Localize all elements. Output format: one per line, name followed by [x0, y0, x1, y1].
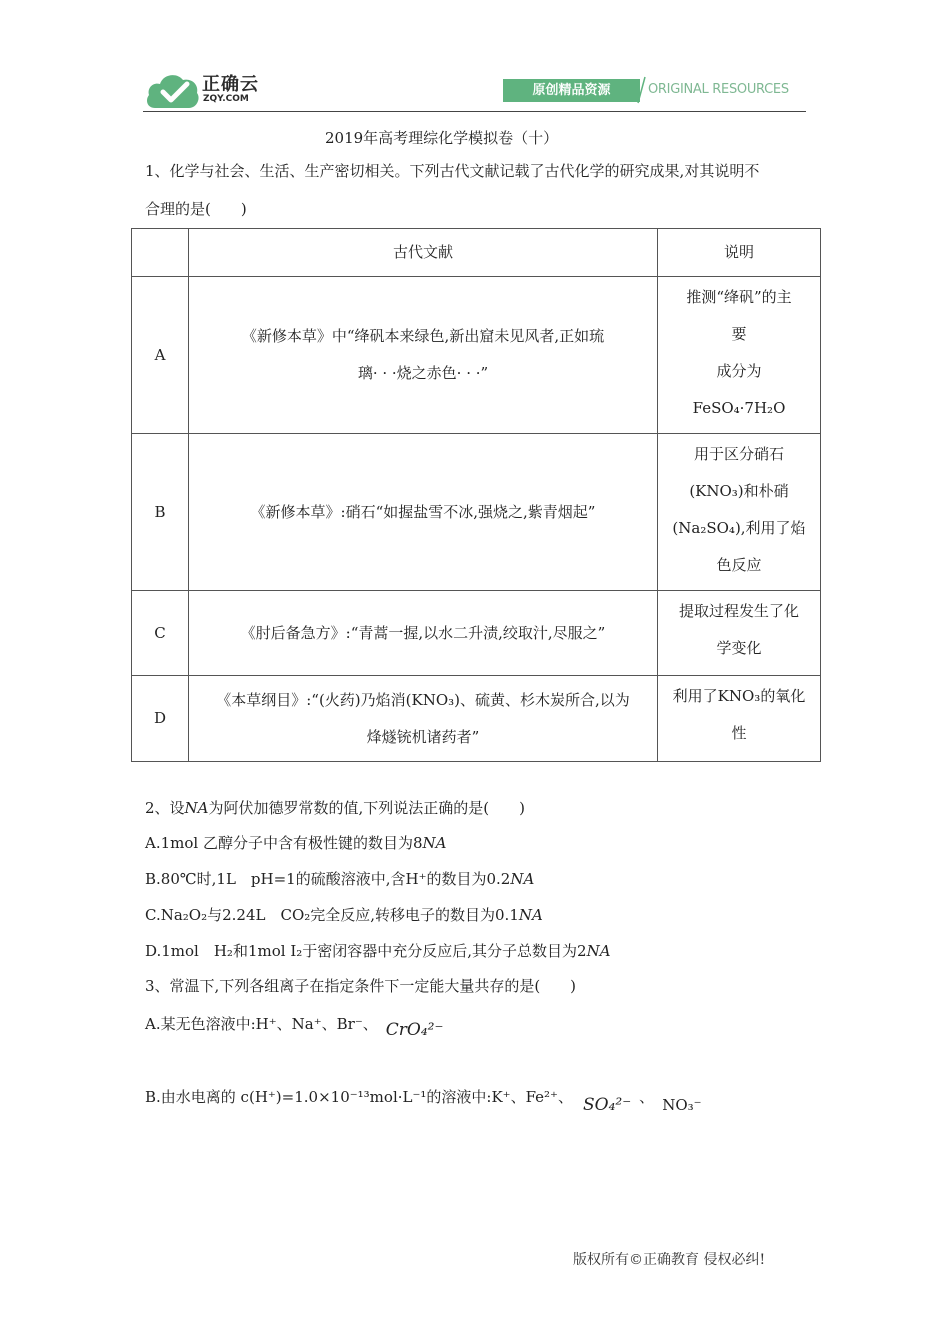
table-row — [132, 676, 821, 762]
row-text: 《肘后备急方》:“青蒿一握,以水二升渍,绞取汁,尽服之” — [189, 591, 658, 676]
q3-stem: 3、常温下,下列各组离子在指定条件下一定能大量共存的是( ) — [145, 977, 577, 995]
banner-slash-icon — [636, 76, 646, 104]
row-label: D — [132, 676, 189, 762]
row-desc: 用于区分硝石 (KNO₃)和朴硝 (Na₂SO₄),利用了焰 色反应 — [658, 434, 821, 591]
header-document: 古代文献 — [189, 229, 658, 277]
logo-domain: ZQY.COM — [203, 94, 249, 104]
nitrate-ion: NO₃⁻ — [662, 1096, 702, 1114]
row-desc: 提取过程发生了化 学变化 — [658, 591, 821, 676]
zqy-cloud-logo-icon — [145, 68, 201, 110]
row-text: 《本草纲目》:“(火药)乃焰消(KNO₃)、硫黄、杉木炭所合,以为 烽燧铳机诸药者” — [189, 676, 658, 762]
row-label: B — [132, 434, 189, 591]
sulfate-ion: SO₄²⁻ — [582, 1095, 632, 1115]
banner-en-label: ORIGINAL RESOURCES — [648, 82, 789, 97]
q2-option-d: D.1mol H₂和1mol I₂于密闭容器中充分反应后,其分子总数目为2NA — [145, 942, 611, 960]
q3-option-a: A.某无色溶液中:H⁺、Na⁺、Br⁻、 CrO₄²⁻ — [145, 1015, 444, 1040]
q2-stem: 2、设NA为阿伏加德罗常数的值,下列说法正确的是( ) — [145, 799, 525, 817]
copyright-footer: 版权所有©正确教育 侵权必纠! — [573, 1252, 766, 1268]
chromate-ion: CrO₄²⁻ — [385, 1020, 444, 1040]
q2-option-b: B.80℃时,1L pH=1的硫酸溶液中,含H⁺的数目为0.2NA — [145, 870, 535, 888]
table-header-row — [132, 229, 821, 277]
q1-table — [131, 228, 821, 762]
q1-stem-line2: 合理的是( ) — [145, 200, 247, 218]
q2-option-a: A.1mol 乙醇分子中含有极性键的数目为8NA — [145, 834, 447, 852]
logo-brand-name: 正确云 — [202, 74, 259, 95]
q2-option-c: C.Na₂O₂与2.24L CO₂完全反应,转移电子的数目为0.1NA — [145, 906, 543, 924]
row-label: A — [132, 277, 189, 434]
row-desc: 推测“绛矾”的主 要 成分为 FeSO₄·7H₂O — [658, 277, 821, 434]
q1-stem-line1: 1、化学与社会、生活、生产密切相关。下列古代文献记载了古代化学的研究成果,对其说明不 — [145, 162, 760, 180]
table-row — [132, 434, 821, 591]
row-text: 《新修本草》:硝石“如握盐雪不冰,强烧之,紫青烟起” — [189, 434, 658, 591]
page-title: 2019年高考理综化学模拟卷（十） — [325, 129, 559, 147]
table-row — [132, 277, 821, 434]
header-explanation: 说明 — [658, 229, 821, 277]
table-row — [132, 591, 821, 676]
row-text: 《新修本草》中“绛矾本来绿色,新出窟未见风者,正如琉 璃· · ·烧之赤色· · ·” — [189, 277, 658, 434]
row-label: C — [132, 591, 189, 676]
q3-option-b: B.由水电离的 c(H⁺)=1.0×10⁻¹³mol·L⁻¹的溶液中:K⁺、Fe²⁺、 SO₄²⁻ 、 NO₃⁻ — [145, 1088, 702, 1115]
header-divider — [143, 111, 806, 112]
header-empty-cell — [132, 229, 189, 277]
banner-cn-label: 原创精品资源 — [532, 83, 611, 98]
row-desc: 利用了KNO₃的氧化 性 — [658, 676, 821, 762]
